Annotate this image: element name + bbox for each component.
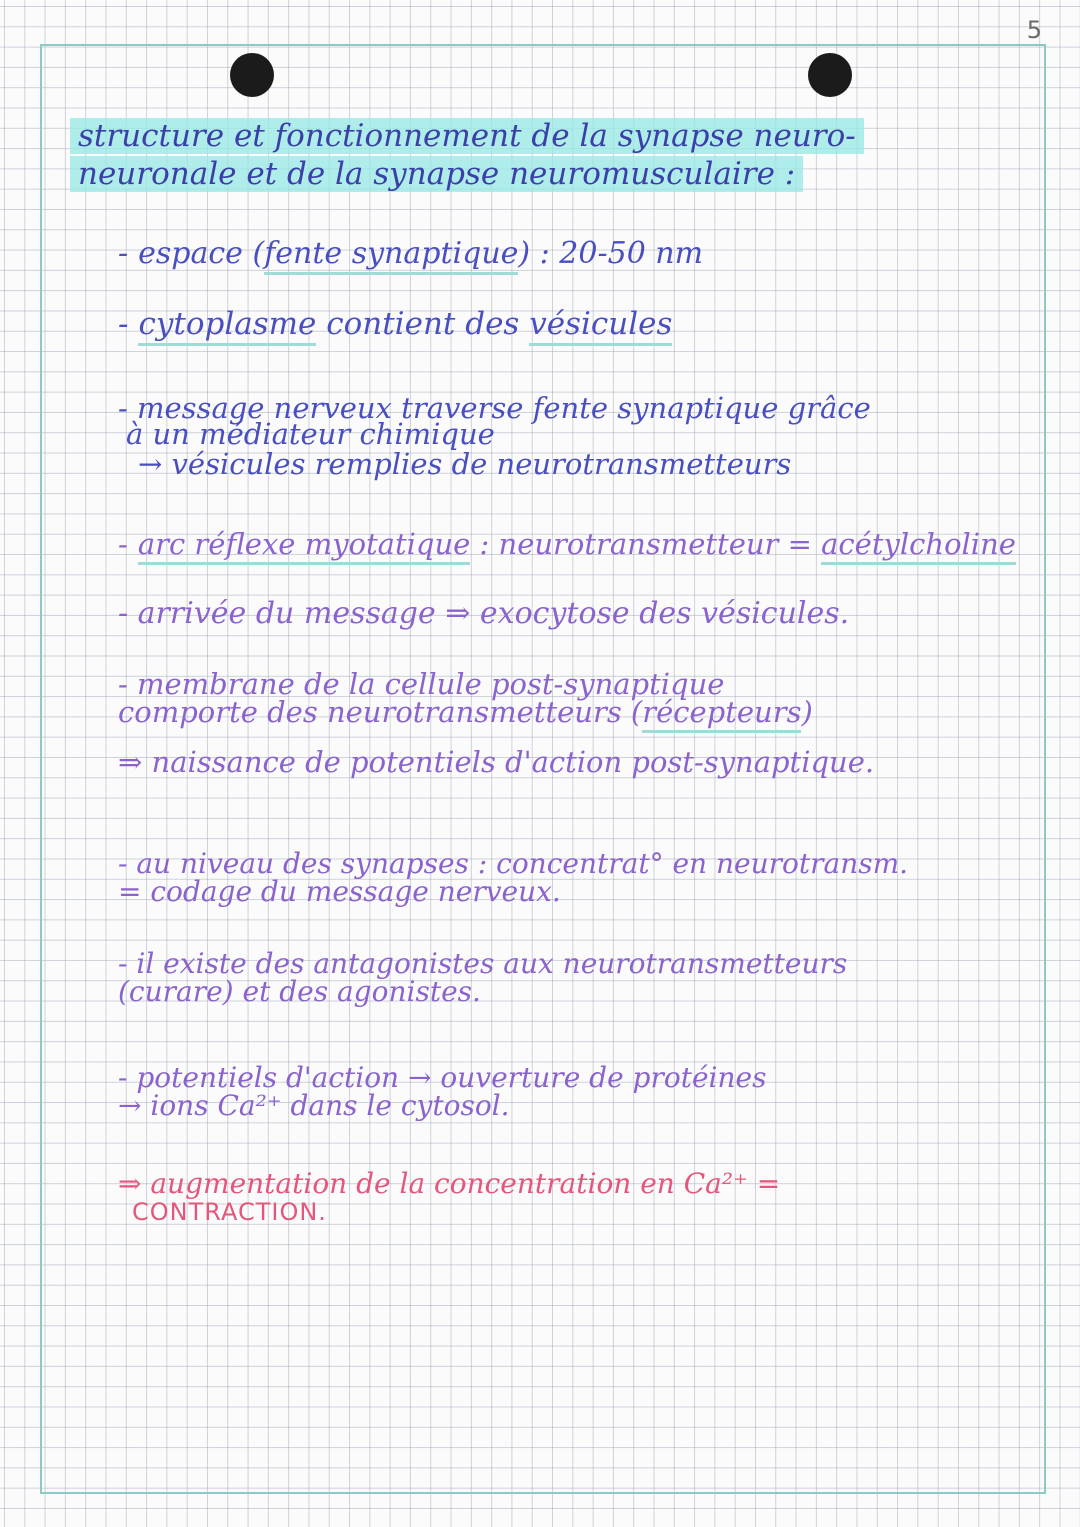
- bullet-dash: -: [118, 527, 128, 561]
- note-line: - au niveau des synapses : concentrat° en neurotransm.: [118, 847, 909, 880]
- note-nerve-message: [118, 392, 871, 480]
- note-line: ⇒ naissance de potentiels d'action post-synaptique.: [118, 745, 875, 779]
- binder-hole-left: [230, 53, 274, 97]
- note-text: contient des: [326, 306, 520, 342]
- bullet-dash: -: [118, 306, 129, 342]
- page-title: [70, 118, 970, 194]
- note-line: - il existe des antagonistes aux neurotransmetteurs: [118, 947, 848, 980]
- note-line: → ions Ca²⁺ dans le cytosol.: [118, 1089, 510, 1122]
- note-action-potentials: [118, 1062, 766, 1122]
- note-text: : neurotransmetteur =: [479, 527, 812, 561]
- note-line: [118, 696, 874, 728]
- note-line: (curare) et des agonistes.: [118, 975, 481, 1008]
- note-line: → vésicules remplies de neurotransmetteurs: [138, 447, 792, 481]
- page-number: 5: [1026, 16, 1042, 44]
- note-line: - potentiels d'action → ouverture de protéines: [118, 1061, 767, 1094]
- note-synapse-level: [118, 848, 908, 908]
- note-synaptic-gap: [118, 238, 703, 270]
- note-reflex-arc: [118, 528, 1016, 560]
- note-contraction: [118, 1168, 780, 1228]
- note-text: comporte des neurotransmetteurs (: [118, 695, 643, 729]
- note-cytoplasm: [118, 308, 672, 340]
- highlighted-term: récepteurs: [642, 695, 801, 733]
- note-text: espace (: [138, 236, 265, 271]
- note-line: - message nerveux traverse fente synaptique grâce: [118, 391, 871, 425]
- note-exocytosis: [118, 598, 849, 630]
- note-line: = codage du message nerveux.: [118, 875, 561, 908]
- note-postsynaptic-membrane: [118, 668, 874, 778]
- title-line-2: neuronale et de la synapse neuromusculaire :: [70, 156, 803, 192]
- highlighted-term: vésicules: [529, 306, 672, 346]
- title-line-1: structure et fonctionnement de la synapse neuro-: [70, 118, 864, 154]
- note-line: ⇒ augmentation de la concentration en Ca²⁺ =: [118, 1167, 781, 1200]
- note-text: ): [801, 695, 813, 729]
- note-antagonists: [118, 948, 847, 1008]
- note-line: à un médiateur chimique: [126, 417, 495, 451]
- highlighted-term: acétylcholine: [821, 527, 1016, 565]
- note-line: CONTRACTION.: [132, 1198, 327, 1226]
- note-line: - arrivée du message ⇒ exocytose des vésicules.: [118, 596, 850, 631]
- binder-hole-right: [808, 53, 852, 97]
- note-line: - membrane de la cellule post-synaptique: [118, 667, 725, 701]
- highlighted-term: fente synaptique: [264, 236, 518, 275]
- highlighted-term: arc réflexe myotatique: [138, 527, 471, 565]
- highlighted-term: cytoplasme: [138, 306, 316, 346]
- bullet-dash: -: [118, 236, 129, 271]
- note-text: ) : 20-50 nm: [518, 236, 704, 271]
